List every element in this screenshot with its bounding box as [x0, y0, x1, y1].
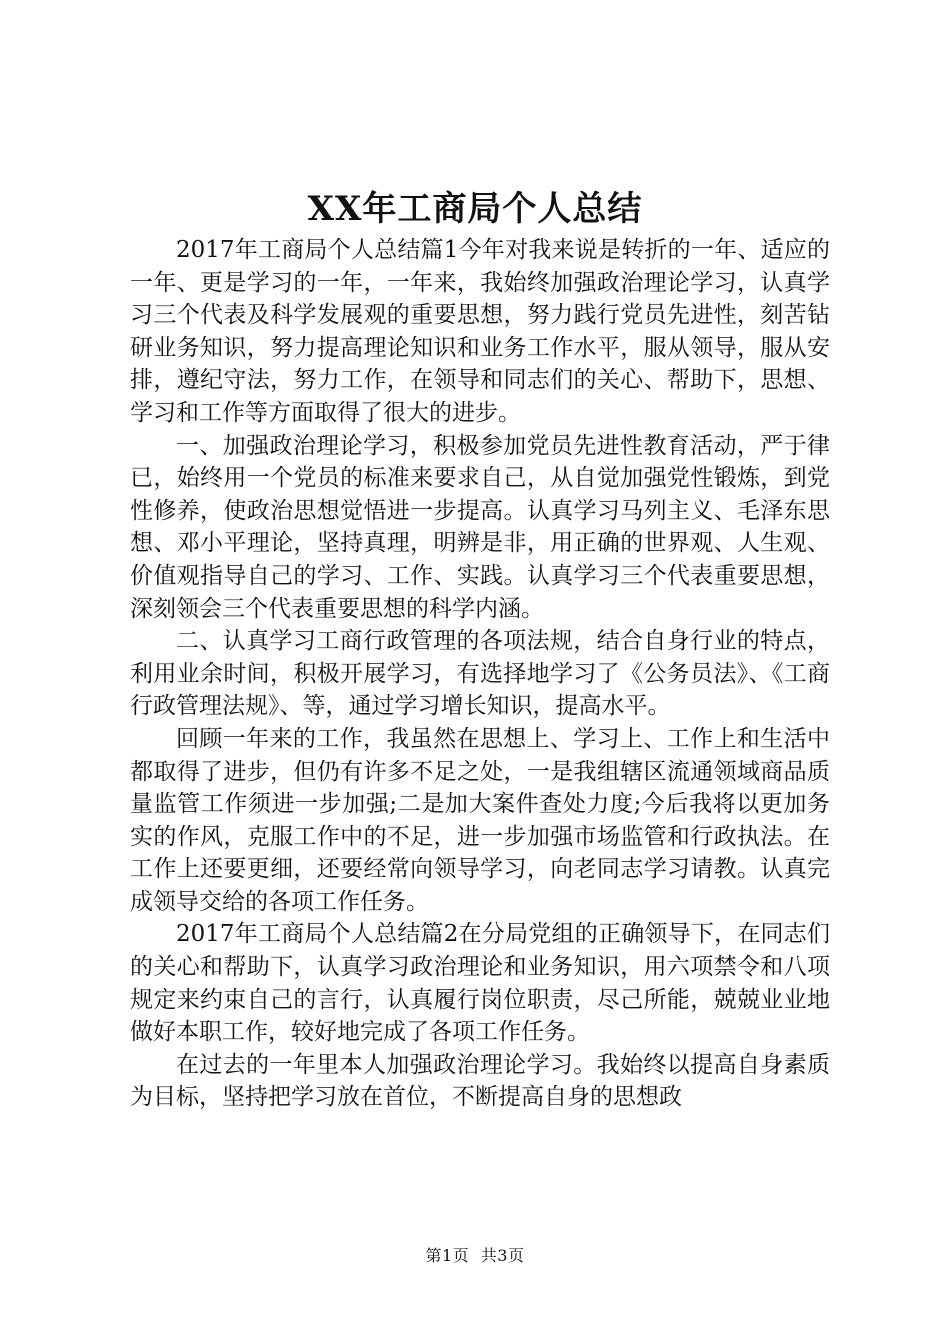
paragraph: 2017年工商局个人总结篇2在分局党组的正确领导下，在同志们的关心和帮助下，认真学习政治理论和业务知识，用六项禁令和八项规定来约束自己的言行，认真履行岗位职责，尽己所能，兢兢业业地做好本职工作，较好地完成了各项工作任务。 — [130, 921, 830, 1046]
paragraph: 在过去的一年里本人加强政治理论学习。我始终以提高自身素质为目标，坚持把学习放在首位，不断提高自身的思想政 — [130, 1051, 830, 1111]
page-footer — [0, 1244, 950, 1268]
document-body — [130, 234, 830, 1114]
paragraph: 一、加强政治理论学习，积极参加党员先进性教育活动，严于律已，始终用一个党员的标准来要求自己，从自觉加强党性锻炼，到党性修养，使政治思想觉悟进一步提高。认真学习马列主义、毛泽东思想、邓小平理论，坚持真理，明辨是非，用正确的世界观、人生观、价值观指导自己的学习、工作、实践。认真学习三个代表重要思想，深刻领会三个代表重要思想的科学内涵。 — [130, 432, 830, 622]
page-total: 共3页 — [480, 1246, 525, 1265]
paragraph: 2017年工商局个人总结篇1今年对我来说是转折的一年、适应的一年、更是学习的一年，一年来，我始终加强政治理论学习，认真学习三个代表及科学发展观的重要思想，努力践行党员先进性，刻苦钻研业务知识，努力提高理论知识和业务工作水平，服从领导，服从安排，遵纪守法，努力工作，在领导和同志们的关心、帮助下，思想、学习和工作等方面取得了很大的进步。 — [130, 237, 830, 426]
page-number: 第1页 — [425, 1246, 470, 1265]
paragraph: 回顾一年来的工作，我虽然在思想上、学习上、工作上和生活中都取得了进步，但仍有许多不足之处，一是我组辖区流通领域商品质量监管工作须进一步加强;二是加大案件查处力度;今后我将以更加务实的作风，克服工作中的不足，进一步加强市场监管和行政执法。在工作上还要更细，还要经常向领导学习，向老同志学习请教。认真完成领导交给的各项工作任务。 — [130, 725, 830, 915]
paragraph: 二、认真学习工商行政管理的各项法规，结合自身行业的特点，利用业余时间，积极开展学习，有选择地学习了《公务员法》、《工商行政管理法规》、等，通过学习增长知识，提高水平。 — [130, 628, 830, 720]
document-title: XX年工商局个人总结 — [307, 189, 643, 229]
